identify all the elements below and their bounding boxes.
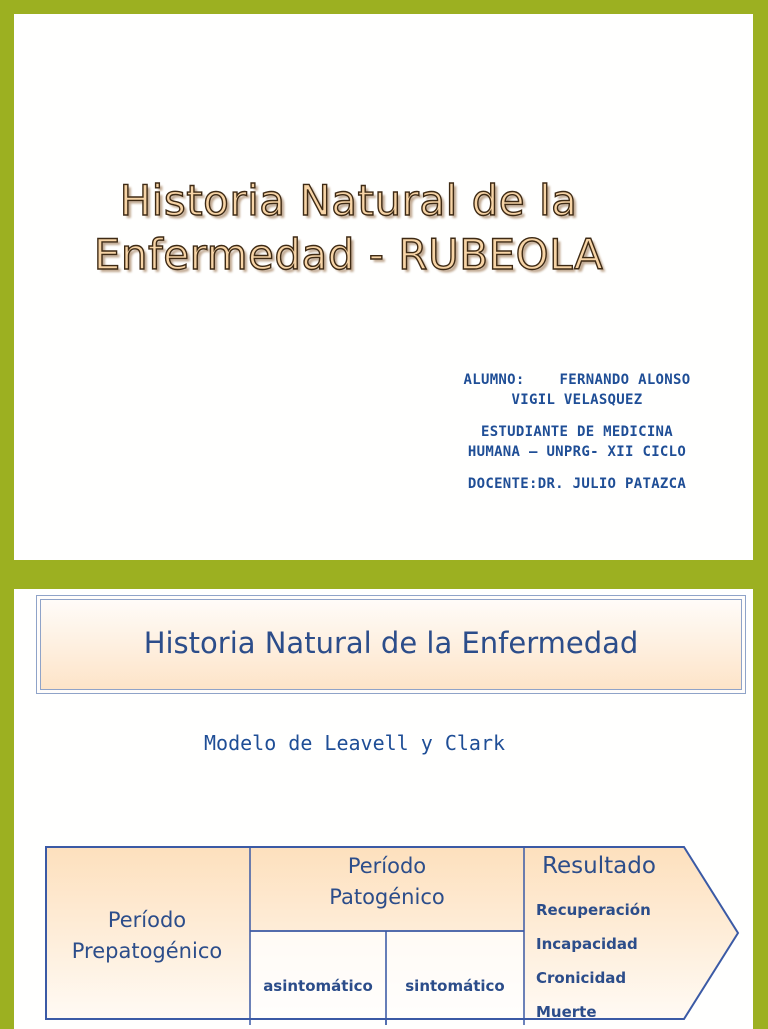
prepatogenico-cell bbox=[44, 905, 250, 967]
model-subtitle: Modelo de Leavell y Clark bbox=[204, 731, 506, 755]
patogenico-line-2: Patogénico bbox=[329, 885, 445, 909]
slide-title bbox=[14, 174, 753, 282]
sintomatico-cell: sintomático bbox=[405, 977, 505, 995]
student-name bbox=[418, 370, 736, 410]
student-name-line-1: ALUMNO: FERNANDO ALONSO bbox=[463, 372, 691, 388]
leavell-clark-diagram bbox=[44, 845, 740, 1025]
teacher-name bbox=[418, 474, 736, 494]
resultado-title: Resultado bbox=[542, 853, 656, 879]
student-program-line-1: ESTUDIANTE DE MEDICINA bbox=[480, 424, 674, 440]
model-slide[interactable] bbox=[14, 589, 753, 1029]
resultado-list bbox=[536, 893, 686, 1029]
patogenico-bottom-fill bbox=[251, 932, 523, 1018]
prepatogenico-line-1: Período bbox=[107, 908, 187, 932]
resultado-item: Cronicidad bbox=[536, 969, 627, 987]
slide-header-title: Historia Natural de la Enfermedad bbox=[143, 626, 639, 660]
slide-title-line-2: Enfermedad - RUBEOLA bbox=[93, 230, 604, 279]
patogenico-line-1: Período bbox=[347, 854, 427, 878]
student-name-line-2: VIGIL VELASQUEZ bbox=[511, 392, 643, 408]
slide-header-box bbox=[36, 595, 746, 694]
teacher-name-line: DOCENTE:DR. JULIO PATAZCA bbox=[467, 476, 687, 492]
resultado-item: Incapacidad bbox=[536, 935, 638, 953]
slide-title-line-1: Historia Natural de la bbox=[119, 176, 578, 225]
asintomatico-cell: asintomático bbox=[263, 977, 373, 995]
student-program bbox=[418, 422, 736, 462]
patogenico-cell bbox=[250, 851, 524, 913]
prepatogenico-line-2: Prepatogénico bbox=[71, 939, 223, 963]
title-slide[interactable] bbox=[14, 14, 753, 560]
resultado-item: Recuperación bbox=[536, 901, 651, 919]
resultado-item: Muerte bbox=[536, 1003, 597, 1021]
student-program-line-2: HUMANA – UNPRG- XII CICLO bbox=[467, 444, 687, 460]
